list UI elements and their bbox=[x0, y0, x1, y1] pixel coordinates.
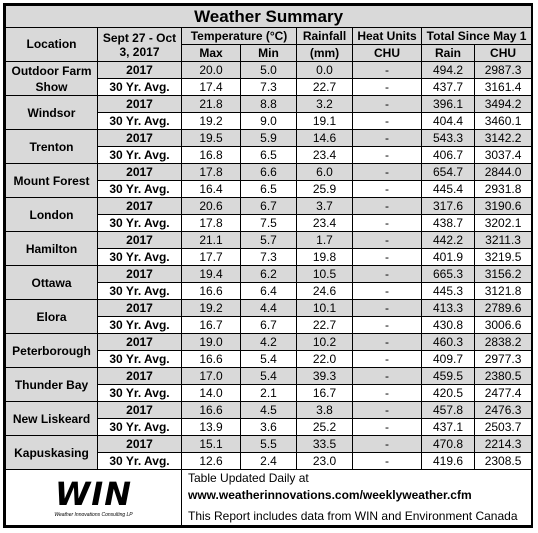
location-cell: Ottawa bbox=[6, 266, 98, 300]
chu-total-cell: 3202.1 bbox=[475, 215, 532, 232]
rain-total-cell: 401.9 bbox=[422, 249, 475, 266]
footer-source: This Report includes data from WIN and Environment Canada bbox=[188, 509, 518, 523]
chu-cell: - bbox=[353, 198, 422, 215]
chu-cell: - bbox=[353, 283, 422, 300]
table-row bbox=[6, 402, 532, 419]
period-cell: 2017 bbox=[98, 334, 182, 351]
min-cell: 5.5 bbox=[241, 436, 297, 453]
rain-cell: 3.8 bbox=[297, 402, 353, 419]
table-row bbox=[6, 436, 532, 453]
max-cell: 20.6 bbox=[182, 198, 241, 215]
location-cell: London bbox=[6, 198, 98, 232]
chu-total-cell: 2977.3 bbox=[475, 351, 532, 368]
chu-cell: - bbox=[353, 453, 422, 470]
table-row bbox=[6, 232, 532, 249]
rain-total-cell: 413.3 bbox=[422, 300, 475, 317]
rain-cell: 22.7 bbox=[297, 79, 353, 96]
max-cell: 17.0 bbox=[182, 368, 241, 385]
location-cell: Windsor bbox=[6, 96, 98, 130]
rain-cell: 25.2 bbox=[297, 419, 353, 436]
min-cell: 3.6 bbox=[241, 419, 297, 436]
min-cell: 7.3 bbox=[241, 249, 297, 266]
period-cell: 2017 bbox=[98, 164, 182, 181]
chu-total-cell: 2477.4 bbox=[475, 385, 532, 402]
rain-cell: 10.5 bbox=[297, 266, 353, 283]
chu-cell: - bbox=[353, 368, 422, 385]
max-cell: 14.0 bbox=[182, 385, 241, 402]
rain-cell: 1.7 bbox=[297, 232, 353, 249]
date-range-header: Sept 27 - Oct 3, 2017 bbox=[98, 28, 182, 62]
mm-header: (mm) bbox=[297, 45, 353, 62]
chu-cell: - bbox=[353, 300, 422, 317]
rain-total-cell: 654.7 bbox=[422, 164, 475, 181]
rainfall-header: Rainfall bbox=[297, 28, 353, 45]
win-logo-text: WIN bbox=[55, 474, 132, 513]
max-cell: 19.2 bbox=[182, 113, 241, 130]
chu-cell: - bbox=[353, 113, 422, 130]
max-cell: 15.1 bbox=[182, 436, 241, 453]
chu-total-header: CHU bbox=[475, 45, 532, 62]
min-cell: 6.6 bbox=[241, 164, 297, 181]
period-cell: 30 Yr. Avg. bbox=[98, 283, 182, 300]
rain-total-cell: 442.2 bbox=[422, 232, 475, 249]
chu-total-cell: 3156.2 bbox=[475, 266, 532, 283]
min-cell: 6.7 bbox=[241, 317, 297, 334]
weather-summary-sheet bbox=[3, 3, 533, 528]
table-title: Weather Summary bbox=[6, 6, 532, 28]
max-cell: 16.4 bbox=[182, 181, 241, 198]
table-row bbox=[6, 198, 532, 215]
rain-cell: 25.9 bbox=[297, 181, 353, 198]
chu-total-cell: 3006.6 bbox=[475, 317, 532, 334]
win-logo bbox=[6, 470, 182, 526]
table-row bbox=[6, 300, 532, 317]
period-cell: 2017 bbox=[98, 436, 182, 453]
win-logo-subtext: Weather Innovations Consulting LP bbox=[54, 511, 133, 518]
footer-url-link[interactable]: www.weatherinnovations.com/weeklyweather.cfm bbox=[188, 488, 472, 502]
rain-total-cell: 409.7 bbox=[422, 351, 475, 368]
rain-cell: 16.7 bbox=[297, 385, 353, 402]
min-cell: 4.4 bbox=[241, 300, 297, 317]
chu-cell: - bbox=[353, 164, 422, 181]
temperature-header: Temperature (°C) bbox=[182, 28, 297, 45]
chu-header: CHU bbox=[353, 45, 422, 62]
rain-cell: 19.8 bbox=[297, 249, 353, 266]
period-cell: 2017 bbox=[98, 266, 182, 283]
rain-cell: 0.0 bbox=[297, 62, 353, 79]
max-cell: 16.8 bbox=[182, 147, 241, 164]
max-header: Max bbox=[182, 45, 241, 62]
min-cell: 4.2 bbox=[241, 334, 297, 351]
rain-cell: 22.0 bbox=[297, 351, 353, 368]
rain-total-cell: 543.3 bbox=[422, 130, 475, 147]
chu-cell: - bbox=[353, 79, 422, 96]
chu-cell: - bbox=[353, 317, 422, 334]
period-cell: 30 Yr. Avg. bbox=[98, 317, 182, 334]
rain-total-cell: 430.8 bbox=[422, 317, 475, 334]
max-cell: 17.8 bbox=[182, 215, 241, 232]
min-cell: 2.4 bbox=[241, 453, 297, 470]
max-cell: 19.5 bbox=[182, 130, 241, 147]
period-cell: 2017 bbox=[98, 198, 182, 215]
chu-cell: - bbox=[353, 62, 422, 79]
chu-cell: - bbox=[353, 147, 422, 164]
min-cell: 9.0 bbox=[241, 113, 297, 130]
max-cell: 21.1 bbox=[182, 232, 241, 249]
min-cell: 4.5 bbox=[241, 402, 297, 419]
chu-total-cell: 2308.5 bbox=[475, 453, 532, 470]
chu-cell: - bbox=[353, 249, 422, 266]
period-cell: 30 Yr. Avg. bbox=[98, 385, 182, 402]
min-cell: 6.7 bbox=[241, 198, 297, 215]
period-cell: 30 Yr. Avg. bbox=[98, 215, 182, 232]
rain-total-cell: 404.4 bbox=[422, 113, 475, 130]
max-cell: 16.7 bbox=[182, 317, 241, 334]
max-cell: 16.6 bbox=[182, 402, 241, 419]
period-cell: 30 Yr. Avg. bbox=[98, 181, 182, 198]
min-cell: 7.3 bbox=[241, 79, 297, 96]
heat-units-header: Heat Units bbox=[353, 28, 422, 45]
chu-cell: - bbox=[353, 436, 422, 453]
period-cell: 2017 bbox=[98, 96, 182, 113]
period-cell: 30 Yr. Avg. bbox=[98, 79, 182, 96]
rain-cell: 19.1 bbox=[297, 113, 353, 130]
rain-total-cell: 396.1 bbox=[422, 96, 475, 113]
table-row bbox=[6, 164, 532, 181]
location-cell: Trenton bbox=[6, 130, 98, 164]
chu-total-cell: 2987.3 bbox=[475, 62, 532, 79]
period-cell: 2017 bbox=[98, 232, 182, 249]
period-cell: 2017 bbox=[98, 402, 182, 419]
max-cell: 16.6 bbox=[182, 283, 241, 300]
chu-total-cell: 2503.7 bbox=[475, 419, 532, 436]
chu-total-cell: 2476.3 bbox=[475, 402, 532, 419]
min-cell: 8.8 bbox=[241, 96, 297, 113]
min-cell: 5.7 bbox=[241, 232, 297, 249]
chu-cell: - bbox=[353, 419, 422, 436]
rain-cell: 14.6 bbox=[297, 130, 353, 147]
rain-cell: 3.7 bbox=[297, 198, 353, 215]
period-cell: 2017 bbox=[98, 62, 182, 79]
table-row bbox=[6, 266, 532, 283]
location-cell: Mount Forest bbox=[6, 164, 98, 198]
chu-cell: - bbox=[353, 334, 422, 351]
location-cell: Outdoor Farm Show bbox=[6, 62, 98, 96]
location-cell: Hamilton bbox=[6, 232, 98, 266]
chu-total-cell: 2838.2 bbox=[475, 334, 532, 351]
max-cell: 16.6 bbox=[182, 351, 241, 368]
max-cell: 13.9 bbox=[182, 419, 241, 436]
location-cell: Elora bbox=[6, 300, 98, 334]
min-cell: 7.5 bbox=[241, 215, 297, 232]
period-cell: 2017 bbox=[98, 368, 182, 385]
location-cell: Kapuskasing bbox=[6, 436, 98, 470]
chu-cell: - bbox=[353, 385, 422, 402]
footer-updated: Table Updated Daily at bbox=[188, 471, 309, 485]
rain-total-cell: 419.6 bbox=[422, 453, 475, 470]
rain-total-cell: 665.3 bbox=[422, 266, 475, 283]
rain-cell: 23.0 bbox=[297, 453, 353, 470]
min-cell: 2.1 bbox=[241, 385, 297, 402]
rain-total-cell: 445.4 bbox=[422, 181, 475, 198]
rain-cell: 10.2 bbox=[297, 334, 353, 351]
rain-total-cell: 457.8 bbox=[422, 402, 475, 419]
chu-cell: - bbox=[353, 232, 422, 249]
chu-cell: - bbox=[353, 402, 422, 419]
max-cell: 17.4 bbox=[182, 79, 241, 96]
rain-total-cell: 460.3 bbox=[422, 334, 475, 351]
total-since-header: Total Since May 1 bbox=[422, 28, 532, 45]
rain-cell: 6.0 bbox=[297, 164, 353, 181]
table-row bbox=[6, 130, 532, 147]
chu-total-cell: 3190.6 bbox=[475, 198, 532, 215]
location-cell: Peterborough bbox=[6, 334, 98, 368]
chu-total-cell: 2931.8 bbox=[475, 181, 532, 198]
chu-total-cell: 2789.6 bbox=[475, 300, 532, 317]
weather-summary-table bbox=[5, 5, 532, 526]
min-cell: 6.5 bbox=[241, 147, 297, 164]
period-cell: 30 Yr. Avg. bbox=[98, 249, 182, 266]
max-cell: 20.0 bbox=[182, 62, 241, 79]
table-row bbox=[6, 96, 532, 113]
min-header: Min bbox=[241, 45, 297, 62]
max-cell: 21.8 bbox=[182, 96, 241, 113]
chu-cell: - bbox=[353, 181, 422, 198]
min-cell: 5.9 bbox=[241, 130, 297, 147]
rain-cell: 24.6 bbox=[297, 283, 353, 300]
min-cell: 5.0 bbox=[241, 62, 297, 79]
rain-total-cell: 406.7 bbox=[422, 147, 475, 164]
period-cell: 30 Yr. Avg. bbox=[98, 113, 182, 130]
rain-cell: 23.4 bbox=[297, 147, 353, 164]
chu-total-cell: 3161.4 bbox=[475, 79, 532, 96]
min-cell: 5.4 bbox=[241, 351, 297, 368]
rain-total-cell: 317.6 bbox=[422, 198, 475, 215]
rain-total-cell: 459.5 bbox=[422, 368, 475, 385]
rain-cell: 3.2 bbox=[297, 96, 353, 113]
rain-cell: 23.4 bbox=[297, 215, 353, 232]
rain-cell: 22.7 bbox=[297, 317, 353, 334]
rain-cell: 10.1 bbox=[297, 300, 353, 317]
chu-total-cell: 3211.3 bbox=[475, 232, 532, 249]
period-cell: 2017 bbox=[98, 300, 182, 317]
chu-total-cell: 3142.2 bbox=[475, 130, 532, 147]
min-cell: 6.5 bbox=[241, 181, 297, 198]
rain-total-header: Rain bbox=[422, 45, 475, 62]
max-cell: 19.2 bbox=[182, 300, 241, 317]
rain-cell: 33.5 bbox=[297, 436, 353, 453]
min-cell: 6.4 bbox=[241, 283, 297, 300]
table-row bbox=[6, 62, 532, 79]
rain-total-cell: 494.2 bbox=[422, 62, 475, 79]
max-cell: 12.6 bbox=[182, 453, 241, 470]
max-cell: 17.8 bbox=[182, 164, 241, 181]
chu-cell: - bbox=[353, 351, 422, 368]
chu-cell: - bbox=[353, 130, 422, 147]
rain-total-cell: 437.1 bbox=[422, 419, 475, 436]
period-cell: 30 Yr. Avg. bbox=[98, 419, 182, 436]
max-cell: 17.7 bbox=[182, 249, 241, 266]
period-cell: 30 Yr. Avg. bbox=[98, 453, 182, 470]
min-cell: 6.2 bbox=[241, 266, 297, 283]
footer-info bbox=[182, 470, 532, 526]
period-cell: 30 Yr. Avg. bbox=[98, 351, 182, 368]
rain-cell: 39.3 bbox=[297, 368, 353, 385]
chu-total-cell: 2380.5 bbox=[475, 368, 532, 385]
chu-cell: - bbox=[353, 96, 422, 113]
chu-total-cell: 2844.0 bbox=[475, 164, 532, 181]
table-body bbox=[6, 62, 532, 470]
chu-total-cell: 3494.2 bbox=[475, 96, 532, 113]
location-cell: Thunder Bay bbox=[6, 368, 98, 402]
min-cell: 5.4 bbox=[241, 368, 297, 385]
max-cell: 19.0 bbox=[182, 334, 241, 351]
chu-total-cell: 3037.4 bbox=[475, 147, 532, 164]
chu-total-cell: 2214.3 bbox=[475, 436, 532, 453]
max-cell: 19.4 bbox=[182, 266, 241, 283]
chu-cell: - bbox=[353, 215, 422, 232]
rain-total-cell: 420.5 bbox=[422, 385, 475, 402]
location-cell: New Liskeard bbox=[6, 402, 98, 436]
chu-total-cell: 3460.1 bbox=[475, 113, 532, 130]
rain-total-cell: 437.7 bbox=[422, 79, 475, 96]
period-cell: 30 Yr. Avg. bbox=[98, 147, 182, 164]
chu-total-cell: 3121.8 bbox=[475, 283, 532, 300]
rain-total-cell: 438.7 bbox=[422, 215, 475, 232]
period-cell: 2017 bbox=[98, 130, 182, 147]
table-row bbox=[6, 368, 532, 385]
rain-total-cell: 445.3 bbox=[422, 283, 475, 300]
chu-total-cell: 3219.5 bbox=[475, 249, 532, 266]
chu-cell: - bbox=[353, 266, 422, 283]
location-header: Location bbox=[6, 28, 98, 62]
table-row bbox=[6, 334, 532, 351]
rain-total-cell: 470.8 bbox=[422, 436, 475, 453]
